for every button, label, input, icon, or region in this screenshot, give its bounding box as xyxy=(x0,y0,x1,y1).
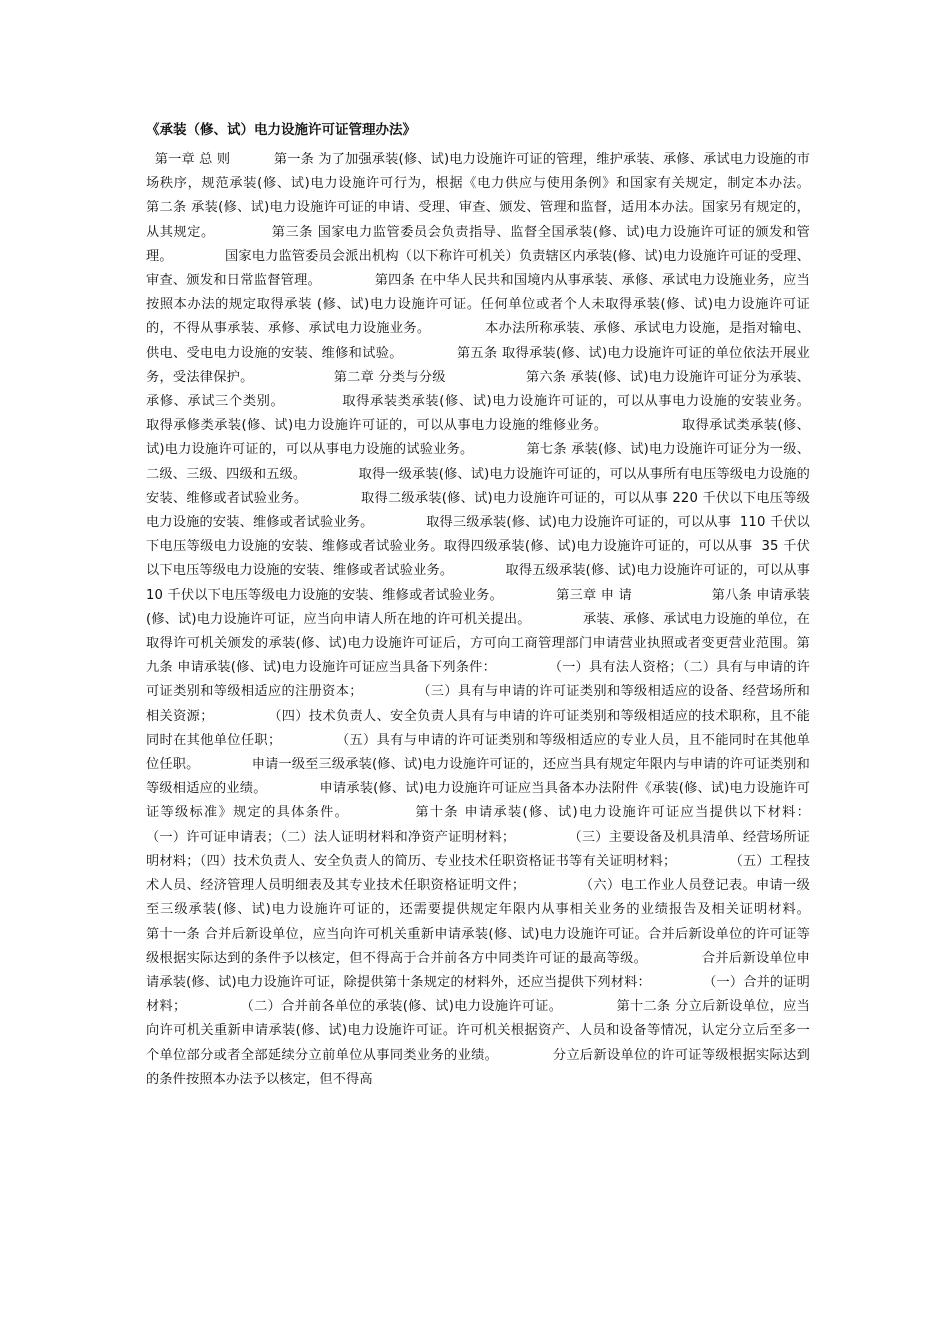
document-page xyxy=(146,118,897,1092)
document-title: 《承装（修、试）电力设施许可证管理办法》 xyxy=(146,122,416,138)
document-body xyxy=(146,148,897,1092)
document-body-text: 第一章 总 则 第一条 为了加强承装(修、试)电力设施许可证的管理，维护承装、承修、承试电力设施的市场秩序，规范承装(修、试)电力设施许可行为，根据《电力供应与使用条例》和国家有关规定，制定本办法。 第二条 承装(修、试)电力设施许可证的申请、受理、审查、颁发、管理和监督，适用本办法。国家另有规定的，从其规定。 第三条 国家电力监管委员会负责指导、监督全国承装(修、试)电力设施许可证的颁发和管理。 国家电力监管委员会派出机构（以下称许可机关）负责辖区内承装(修、试)电力设施许可证的受理、审查、颁发和日常监督管理。 第四条 在中华人民共和国境内从事承装、承修、承试电力设施业务，应当按照本办法的规定取得承装 (修、试)电力设施许可证。任何单位或者个人未取得承装(修、试)电力设施许可证的，不得从事承装、承修、承试电力设施业务。 本办法所称承装、承修、承试电力设施，是指对输电、供电、受电电力设施的安装、维修和试验。 第五条 取得承装(修、试)电力设施许可证的单位依法开展业务，受法律保护。 第二章 分类与分级 第六条 承装(修、试)电力设施许可证分为承装、承修、承试三个类别。 取得承装类承装(修、试)电力设施许可证的，可以从事电力设施的安装业务。 取得承修类承装(修、试)电力设施许可证的，可以从事电力设施的维修业务。 取得承试类承装(修、试)电力设施许可证的，可以从事电力设施的试验业务。 第七条 承装(修、试)电力设施许可证分为一级、二级、三级、四级和五级。 取得一级承装(修、试)电力设施许可证的，可以从事所有电压等级电力设施的安装、维修或者试验业务。 取得二级承装(修、试)电力设施许可证的，可以从事 220 千伏以下电压等级电力设施的安装、维修或者试验业务。 取得三级承装(修、试)电力设施许可证的，可以从事 110 千伏以下电压等级电力设施的安装、维修或者试验业务。取得四级承装(修、试)电力设施许可证的，可以从事 35 千伏以下电压等级电力设施的安装、维修或者试验业务。 取得五级承装(修、试)电力设施许可证的，可以从事 10 千伏以下电压等级电力设施的安装、维修或者试验业务。 第三章 申 请 第八条 申请承装(修、试)电力设施许可证，应当向申请人所在地的许可机关提出。 承装、承修、承试电力设施的单位，在取得许可机关颁发的承装(修、试)电力设施许可证后，方可向工商管理部门申请营业执照或者变更营业范围。第九条 申请承装(修、试)电力设施许可证应当具备下列条件： （一）具有法人资格；（二）具有与申请的许可证类别和等级相适应的注册资本； （三）具有与申请的许可证类别和等级相适应的设备、经营场所和相关资源； （四）技术负责人、安全负责人具有与申请的许可证类别和等级相适应的技术职称，且不能同时在其他单位任职； （五）具有与申请的许可证类别和等级相适应的专业人员，且不能同时在其他单位任职。 申请一级至三级承装(修、试)电力设施许可证的，还应当具有规定年限内与申请的许可证类别和等级相适应的业绩。 申请承装(修、试)电力设施许可证应当具备本办法附件《承装(修、试)电力设施许可证等级标准》规定的具体条件。 第十条 申请承装(修、试)电力设施许可证应当提供以下材料： （一）许可证申请表；（二）法人证明材料和净资产证明材料； （三）主要设备及机具清单、经营场所证明材料；（四）技术负责人、安全负责人的简历、专业技术任职资格证书等有关证明材料； （五）工程技术人员、经济管理人员明细表及其专业技术任职资格证明文件； （六）电工作业人员登记表。申请一级至三级承装(修、试)电力设施许可证的，还需要提供规定年限内从事相关业务的业绩报告及相关证明材料。 第十一条 合并后新设单位，应当向许可机关重新申请承装(修、试)电力设施许可证。合并后新设单位的许可证等级根据实际达到的条件予以核定，但不得高于合并前各方中同类许可证的最高等级。 合并后新设单位申请承装(修、试)电力设施许可证，除提供第十条规定的材料外，还应当提供下列材料： （一）合并的证明材料； （二）合并前各单位的承装(修、试)电力设施许可证。 第十二条 分立后新设单位，应当向许可机关重新申请承装(修、试)电力设施许可证。许可机关根据资产、人员和设备等情况，认定分立后至多一个单位部分或者全部延续分立前单位从事同类业务的业绩。 分立后新设单位的许可证等级根据实际达到的条件按照本办法予以核定，但不得高 xyxy=(146,152,897,1087)
